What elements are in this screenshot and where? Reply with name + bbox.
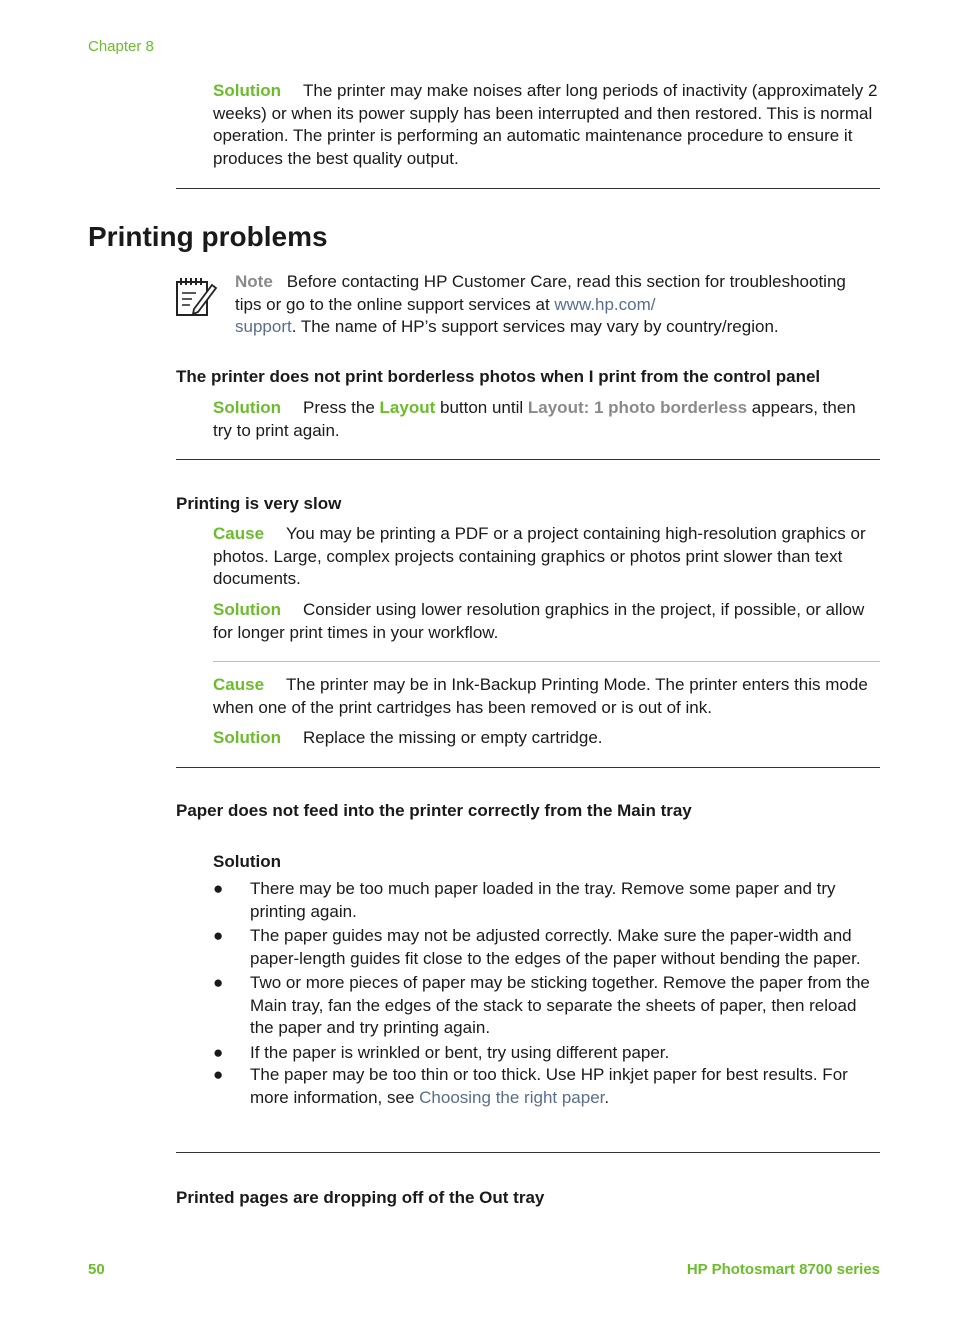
note-text: Before contacting HP Customer Care, read this section for troubleshooting tips or go to the online support services at (235, 272, 846, 314)
solution-text: The printer may make noises after long periods of inactivity (approximately 2 weeks) or when its power supply has been interrupted and then restored. This is normal operation. The printer is performing an automatic maintenance procedure to ensure it produces the best quality output. (213, 81, 878, 168)
list-item (213, 1064, 878, 1109)
solution-label: Solution (213, 81, 281, 100)
bullet: ● (213, 879, 224, 898)
divider (176, 188, 880, 189)
feed-subheading: Solution (213, 852, 281, 871)
support-link[interactable]: www.hp.com/ (554, 294, 656, 314)
slow-heading: Printing is very slow (176, 494, 342, 513)
divider (213, 661, 880, 662)
borderless-heading: The printer does not print borderless photos when I print from the control panel (176, 367, 821, 386)
cause-text: You may be printing a PDF or a project containing high-resolution graphics or photos. Large, complex projects containing graphics or photos print slower than text documents. (213, 524, 866, 588)
solution-label: Solution (213, 600, 281, 619)
list-item-text: The paper may be too thin or too thick. Use HP inkjet paper for best results. For more information, see (250, 1065, 848, 1107)
solution-label: Solution (213, 728, 281, 747)
feed-list (213, 878, 878, 1109)
page-number: 50 (88, 1261, 105, 1278)
borderless-solution (213, 397, 878, 442)
list-item (213, 878, 878, 923)
cause-text: The printer may be in Ink-Backup Printing Mode. The printer enters this mode when one of the print cartridges has been removed or is out of ink. (213, 675, 868, 717)
list-item (213, 1042, 878, 1065)
cause-label: Cause (213, 524, 265, 543)
cause-label: Cause (213, 675, 265, 694)
solution-text: appears, then try to print again. (213, 398, 856, 440)
display-message: Layout: 1 photo borderless (527, 398, 748, 417)
support-link-cont[interactable]: support (235, 317, 292, 336)
bullet: ● (213, 1065, 224, 1084)
solution-text: Consider using lower resolution graphics in the project, if possible, or allow for longer print times in your workflow. (213, 600, 865, 642)
list-item-text: The paper guides may not be adjusted correctly. Make sure the paper-width and paper-length guides fit close to the edges of the paper without bending the paper. (250, 926, 861, 968)
bullet: ● (213, 926, 224, 945)
noise-solution (213, 80, 878, 170)
layout-button-name: Layout (379, 398, 436, 417)
note-block (235, 271, 855, 339)
list-item (213, 972, 878, 1040)
note-text-end: . The name of HP’s support services may vary by country/region. (291, 317, 779, 336)
bullet: ● (213, 973, 224, 992)
divider (176, 767, 880, 768)
divider (176, 459, 880, 460)
list-item-text: If the paper is wrinkled or bent, try using different paper. (250, 1042, 670, 1062)
list-item-text: . (604, 1087, 610, 1107)
bullet: ● (213, 1042, 224, 1062)
solution-text: button until (435, 398, 528, 417)
solution-label: Solution (213, 398, 281, 417)
slow-cause-1 (213, 523, 878, 591)
page-title: Printing problems (88, 221, 328, 252)
slow-solution-2 (213, 727, 878, 750)
dropping-heading: Printed pages are dropping off of the Out tray (176, 1188, 545, 1207)
solution-text: Press the (302, 398, 380, 417)
chapter-label: Chapter 8 (88, 38, 154, 55)
slow-solution-1 (213, 599, 878, 644)
list-item-text: There may be too much paper loaded in the tray. Remove some paper and try printing again. (250, 879, 836, 921)
divider (176, 1152, 880, 1153)
note-label: Note (235, 272, 273, 291)
feed-heading: Paper does not feed into the printer correctly from the Main tray (176, 801, 692, 820)
slow-cause-2 (213, 674, 878, 719)
choosing-paper-link[interactable]: Choosing the right paper (419, 1087, 605, 1107)
note-pad-icon (174, 276, 218, 318)
solution-text: Replace the missing or empty cartridge. (302, 728, 603, 747)
list-item (213, 925, 878, 970)
list-item-text: Two or more pieces of paper may be sticking together. Remove the paper from the Main tray, fan the edges of the stack to separate the sheets of paper, then reload the paper and try printing again. (250, 973, 870, 1037)
product-name: HP Photosmart 8700 series (686, 1261, 880, 1278)
